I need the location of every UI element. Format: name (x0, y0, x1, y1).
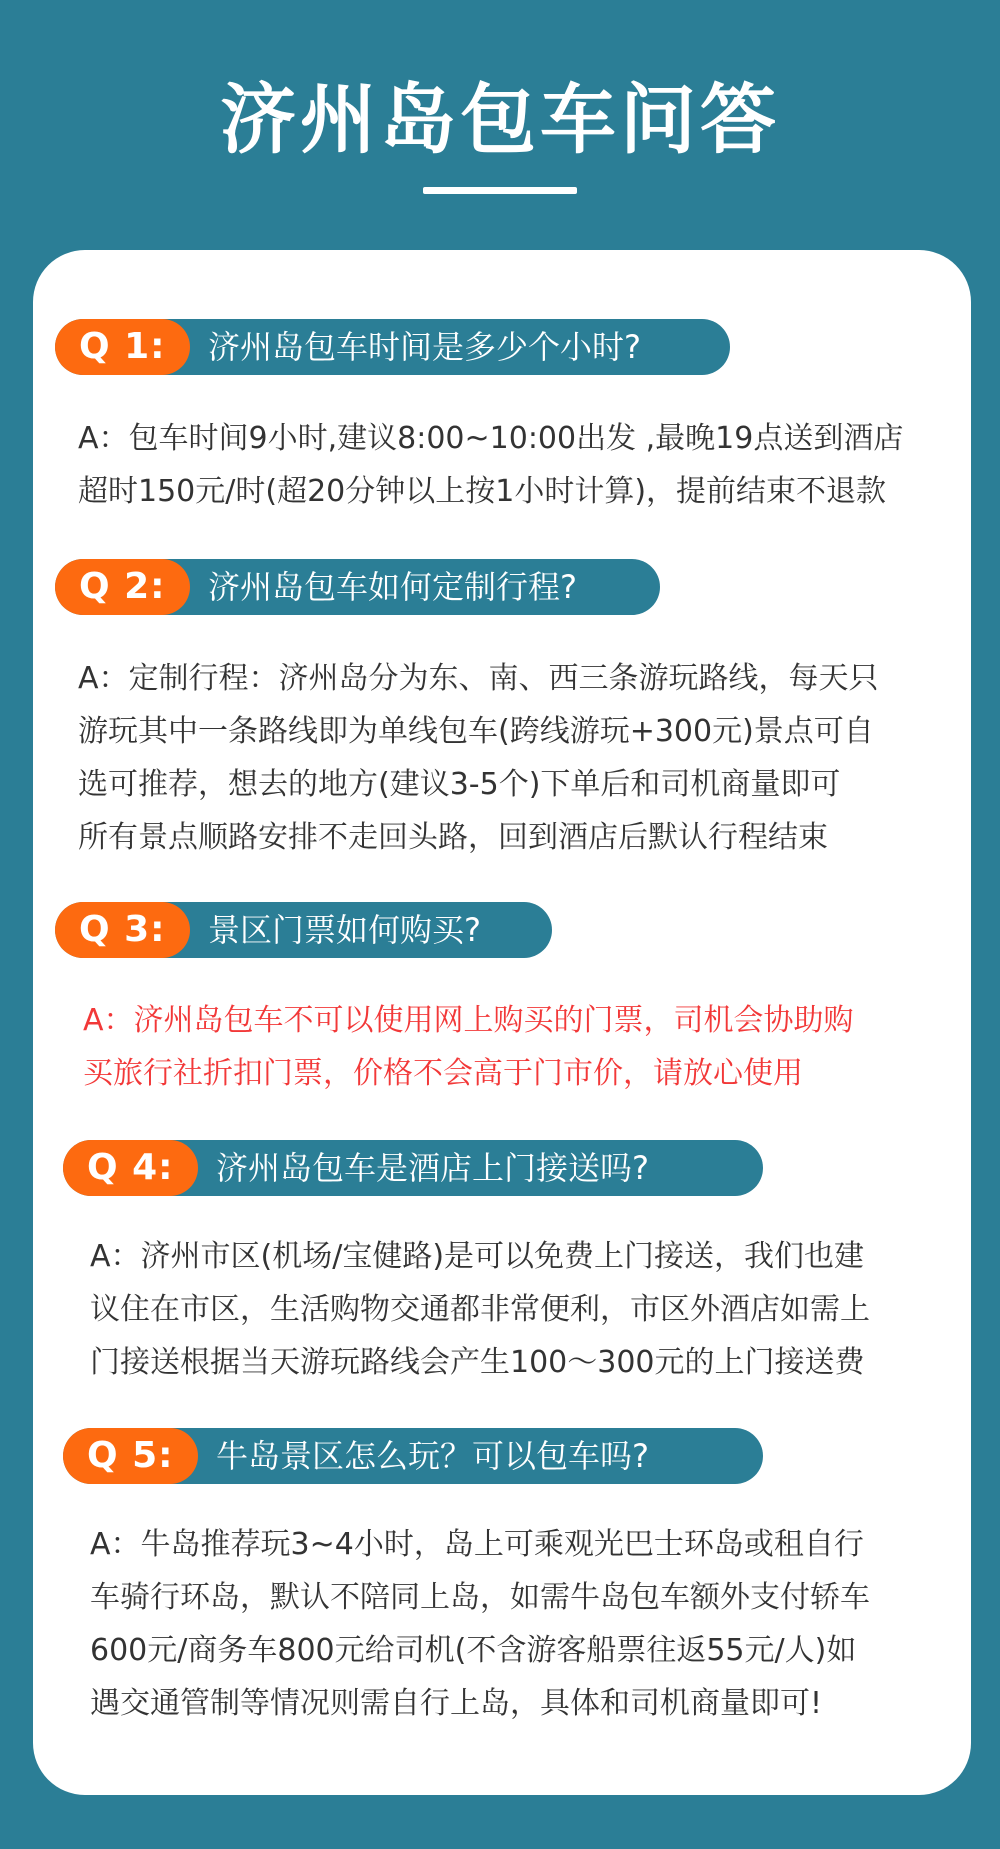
question-5-pill (63, 1428, 763, 1484)
question-4-number: Q 4: (63, 1140, 198, 1196)
question-3-pill (55, 902, 552, 958)
question-1-text: 济州岛包车时间是多少个小时? (208, 328, 641, 366)
title-underline (423, 187, 577, 194)
answer-1 (78, 412, 903, 518)
answer-2 (78, 652, 879, 864)
question-1-number: Q 1: (55, 319, 190, 375)
answer-3 (83, 994, 854, 1100)
answer-4 (90, 1230, 870, 1389)
answer-5-line: A：牛岛推荐玩3~4小时，岛上可乘观光巴士环岛或租自行 (90, 1527, 864, 1562)
answer-1-line: A：包车时间9小时,建议8:00~10:00出发 ,最晚19点送到酒店 (78, 421, 904, 456)
answer-2-line: 游玩其中一条路线即为单线包车(跨线游玩+300元)景点可自 (78, 714, 874, 749)
question-3-number: Q 3: (55, 902, 190, 958)
answer-3-line: A：济州岛包车不可以使用网上购买的门票，司机会协助购 (83, 1003, 854, 1038)
question-3-text: 景区门票如何购买? (208, 911, 481, 949)
question-1-pill (55, 319, 730, 375)
question-5-number: Q 5: (63, 1428, 198, 1484)
answer-3-line: 买旅行社折扣门票，价格不会高于门市价，请放心使用 (83, 1056, 803, 1091)
question-4-text: 济州岛包车是酒店上门接送吗? (216, 1149, 649, 1187)
answer-4-line: 议住在市区，生活购物交通都非常便利，市区外酒店如需上 (90, 1292, 870, 1327)
question-4-pill (63, 1140, 763, 1196)
answer-5-line: 车骑行环岛，默认不陪同上岛，如需牛岛包车额外支付轿车 (90, 1580, 870, 1615)
answer-1-line: 超时150元/时(超20分钟以上按1小时计算)，提前结束不退款 (78, 474, 887, 509)
question-2-number: Q 2: (55, 559, 190, 615)
question-2-text: 济州岛包车如何定制行程? (208, 568, 577, 606)
page-title: 济州岛包车问答 (220, 75, 780, 164)
faq-card (33, 250, 971, 1795)
answer-2-line: A：定制行程：济州岛分为东、南、西三条游玩路线，每天只 (78, 661, 879, 696)
answer-5 (90, 1518, 870, 1730)
answer-4-line: A：济州市区(机场/宝健路)是可以免费上门接送，我们也建 (90, 1239, 865, 1274)
answer-2-line: 所有景点顺路安排不走回头路，回到酒店后默认行程结束 (78, 820, 828, 855)
question-2-pill (55, 559, 660, 615)
answer-5-line: 600元/商务车800元给司机(不含游客船票往返55元/人)如 (90, 1633, 857, 1668)
answer-5-line: 遇交通管制等情况则需自行上岛，具体和司机商量即可! (90, 1686, 823, 1721)
question-5-text: 牛岛景区怎么玩？可以包车吗? (216, 1437, 649, 1475)
answer-2-line: 选可推荐，想去的地方(建议3-5个)下单后和司机商量即可 (78, 767, 841, 802)
answer-4-line: 门接送根据当天游玩路线会产生100～300元的上门接送费 (90, 1345, 865, 1380)
